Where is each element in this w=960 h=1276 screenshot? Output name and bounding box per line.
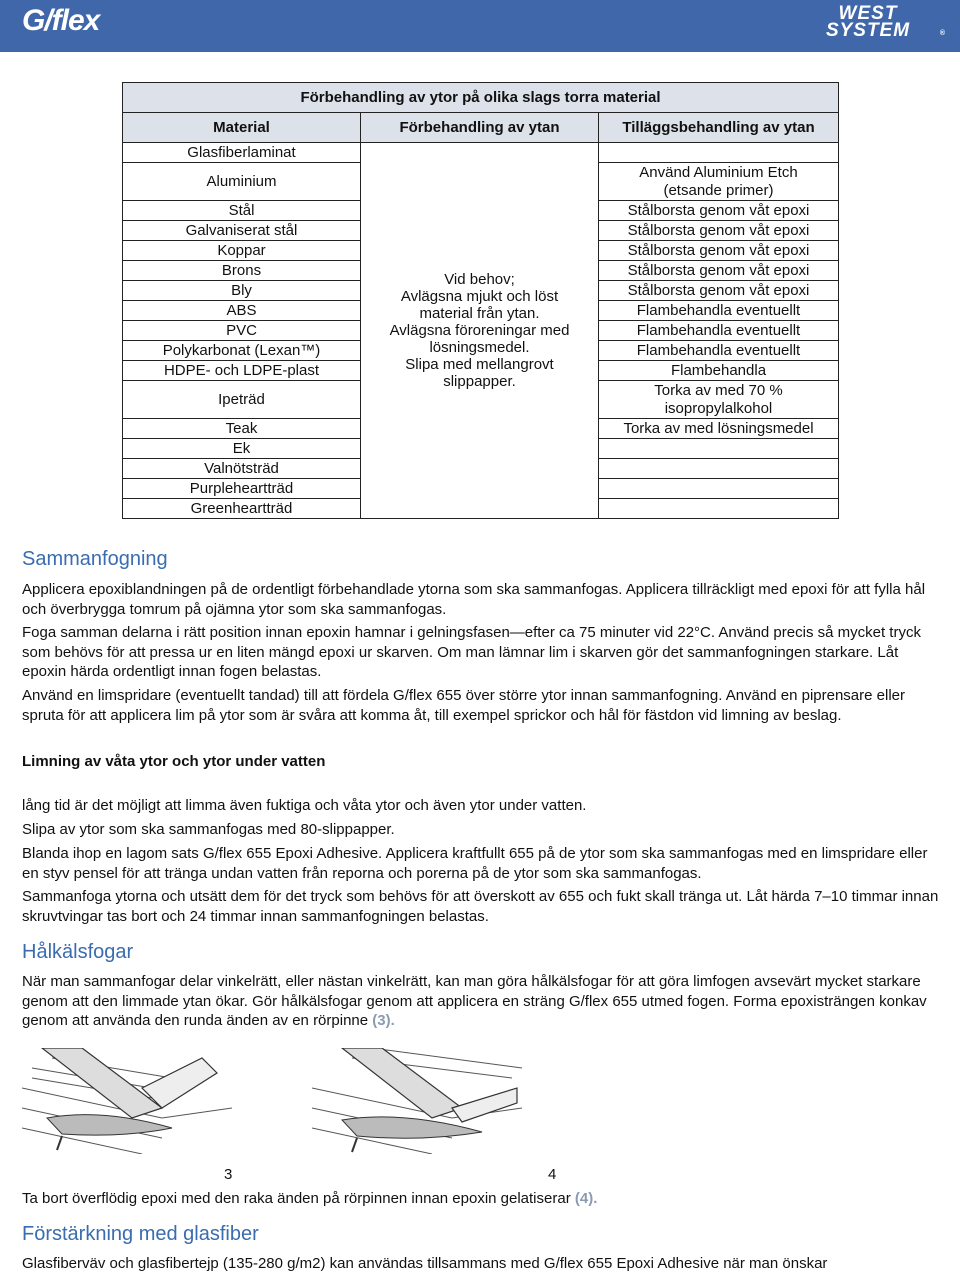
extra-cell: Stålborsta genom våt epoxi xyxy=(599,281,839,301)
material-cell: Koppar xyxy=(123,241,361,261)
material-cell: PVC xyxy=(123,321,361,341)
heading-sammanfogning: Sammanfogning xyxy=(22,548,168,570)
extra-cell: Flambehandla xyxy=(599,361,839,381)
material-cell: Galvaniserat stål xyxy=(123,221,361,241)
extra-cell xyxy=(599,479,839,499)
registered-mark: ® xyxy=(939,30,945,37)
extra-cell xyxy=(599,381,839,419)
preparation-line: Avlägsna föroreningar med xyxy=(389,322,570,339)
paragraph: Applicera epoxiblandningen på de ordentligt förbehandlade ytorna som ska sammanfogas. Applicera tillräckligt med epoxi för att fylla hål och överbrygga tomrum på ojämna ytor som ska sammanfogas. xyxy=(22,581,926,618)
table-title: Förbehandling av ytor på olika slags torra material xyxy=(123,83,839,113)
west-system-logo xyxy=(800,3,945,41)
figure-ref: (3). xyxy=(372,1012,395,1029)
figure-label-3: 3 xyxy=(224,1166,233,1183)
material-cell: Valnötsträd xyxy=(123,459,361,479)
extra-cell: Stålborsta genom våt epoxi xyxy=(599,201,839,221)
extra-line: isopropylalkohol xyxy=(664,399,773,417)
heading-glasfiber: Förstärkning med glasfiber xyxy=(22,1223,259,1245)
material-cell: Brons xyxy=(123,261,361,281)
extra-cell xyxy=(599,459,839,479)
col-header-extra: Tilläggsbehandling av ytan xyxy=(599,113,839,143)
preparation-cell xyxy=(361,143,599,519)
west-system-logo-line1: WEST xyxy=(838,3,898,24)
material-cell: Aluminium xyxy=(123,163,361,201)
extra-cell: Torka av med lösningsmedel xyxy=(599,419,839,439)
subheading-vata-ytor: Limning av våta ytor och ytor under vatten xyxy=(22,753,326,770)
material-cell: Ek xyxy=(123,439,361,459)
material-cell: Greenheartträd xyxy=(123,499,361,519)
subheading-wrap xyxy=(22,752,940,772)
figure-label-4: 4 xyxy=(548,1166,557,1183)
paragraph xyxy=(22,972,940,1031)
extra-cell: Stålborsta genom våt epoxi xyxy=(599,241,839,261)
preparation-line: material från ytan. xyxy=(419,305,540,322)
extra-line: Torka av med 70 % xyxy=(654,381,783,399)
material-cell: ABS xyxy=(123,301,361,321)
preparation-line: Avlägsna mjukt och löst xyxy=(400,288,559,305)
extra-cell xyxy=(599,143,839,163)
heading-halkalsfogar: Hålkälsfogar xyxy=(22,941,134,963)
extra-line: (etsande primer) xyxy=(663,181,774,199)
col-header-material: Material xyxy=(123,113,361,143)
extra-line: Använd Aluminium Etch xyxy=(639,163,798,181)
material-cell: Teak xyxy=(123,419,361,439)
extra-cell: Flambehandla eventuellt xyxy=(599,321,839,341)
material-cell: Stål xyxy=(123,201,361,221)
extra-cell xyxy=(599,163,839,201)
gflex-logo: G/flex xyxy=(22,4,100,37)
paragraph: lång tid är det möjligt att limma även fuktiga och våta ytor och även ytor under vatten. xyxy=(22,797,587,814)
col-header-preparation: Förbehandling av ytan xyxy=(361,113,599,143)
material-cell: Ipeträd xyxy=(123,381,361,419)
material-cell: Purpleheartträd xyxy=(123,479,361,499)
preparation-line: Vid behov; xyxy=(444,271,515,288)
paragraph-text: När man sammanfogar delar vinkelrätt, eller nästan vinkelrätt, kan man göra hålkälsfogar för att göra limfogen avsevärt mycket starkare genom att den limmade ytan ökar. Gör hålkälsfogar genom att applicera en sträng G/flex 655 utmed fogen. Forma epoxisträngen konkav genom att använda den runda änden av en rörpinne xyxy=(22,973,927,1029)
paragraph: Blanda ihop en lagom sats G/flex 655 Epoxi Adhesive. Applicera kraftfullt 655 på de ytor som ska sammanfogas med en limspridare eller en styv pensel för att tränga undan vatten från reporna och porerna på de ytor som ska sammanfogas. xyxy=(22,845,928,882)
extra-cell: Flambehandla eventuellt xyxy=(599,301,839,321)
extra-cell: Flambehandla eventuellt xyxy=(599,341,839,361)
material-cell: Bly xyxy=(123,281,361,301)
material-cell: Polykarbonat (Lexan™) xyxy=(123,341,361,361)
preparation-table xyxy=(122,82,839,519)
west-system-logo-line2: SYSTEM xyxy=(825,20,911,41)
paragraph-text: Ta bort överflödig epoxi med den raka änden på rörpinnen innan epoxin gelatiserar xyxy=(22,1190,571,1207)
material-cell: HDPE- och LDPE-plast xyxy=(123,361,361,381)
extra-cell xyxy=(599,439,839,459)
fillet-illustration-4 xyxy=(312,1048,522,1154)
paragraph: Använd en limspridare (eventuellt tandad) till att fördela G/flex 655 över större ytor innan sammanfogning. Använd en piprensare eller spruta för att applicera lim på ytor som är svåra att komma åt, till exempel sprickor och hål för fästdon vid limning av beslag. xyxy=(22,687,905,724)
paragraph: Glasfiberväv och glasfibertejp (135-280 g/m2) kan användas tillsammans med G/flex 655 Epoxi Adhesive när man önskar xyxy=(22,1255,828,1272)
paragraph: Foga samman delarna i rätt position innan epoxin hamnar i gelningsfasen—efter ca 75 minuter vid 22°C. Använd precis så mycket tryck som behövs för att pressa ur en liten mängd epoxi ur skarven. Om man lämnar lim i skarven gör det sammanfogningen starkare. Låt epoxin härda ordentligt innan fogen belastas. xyxy=(22,624,921,680)
figure-ref: (4). xyxy=(574,1190,598,1207)
preparation-line: slippapper. xyxy=(443,373,516,390)
paragraph: Sammanfoga ytorna och utsätt dem för det tryck som behövs för att överskott av 655 och fukt skall tränga ut. Låt härda 7–10 timmar innan skruvtvingar tas bort och 24 timmar innan sammanfogningen belastas. xyxy=(22,888,939,925)
extra-cell xyxy=(599,499,839,519)
extra-cell: Stålborsta genom våt epoxi xyxy=(599,221,839,241)
material-cell: Glasfiberlaminat xyxy=(123,143,361,163)
paragraph: Slipa av ytor som ska sammanfogas med 80-slippapper. xyxy=(22,821,395,838)
preparation-line: lösningsmedel. xyxy=(429,339,530,356)
page-header xyxy=(0,0,960,52)
preparation-line: Slipa med mellangrovt xyxy=(405,356,554,373)
paragraph xyxy=(22,1189,940,1209)
fillet-illustration-3 xyxy=(22,1048,232,1154)
extra-cell: Stålborsta genom våt epoxi xyxy=(599,261,839,281)
